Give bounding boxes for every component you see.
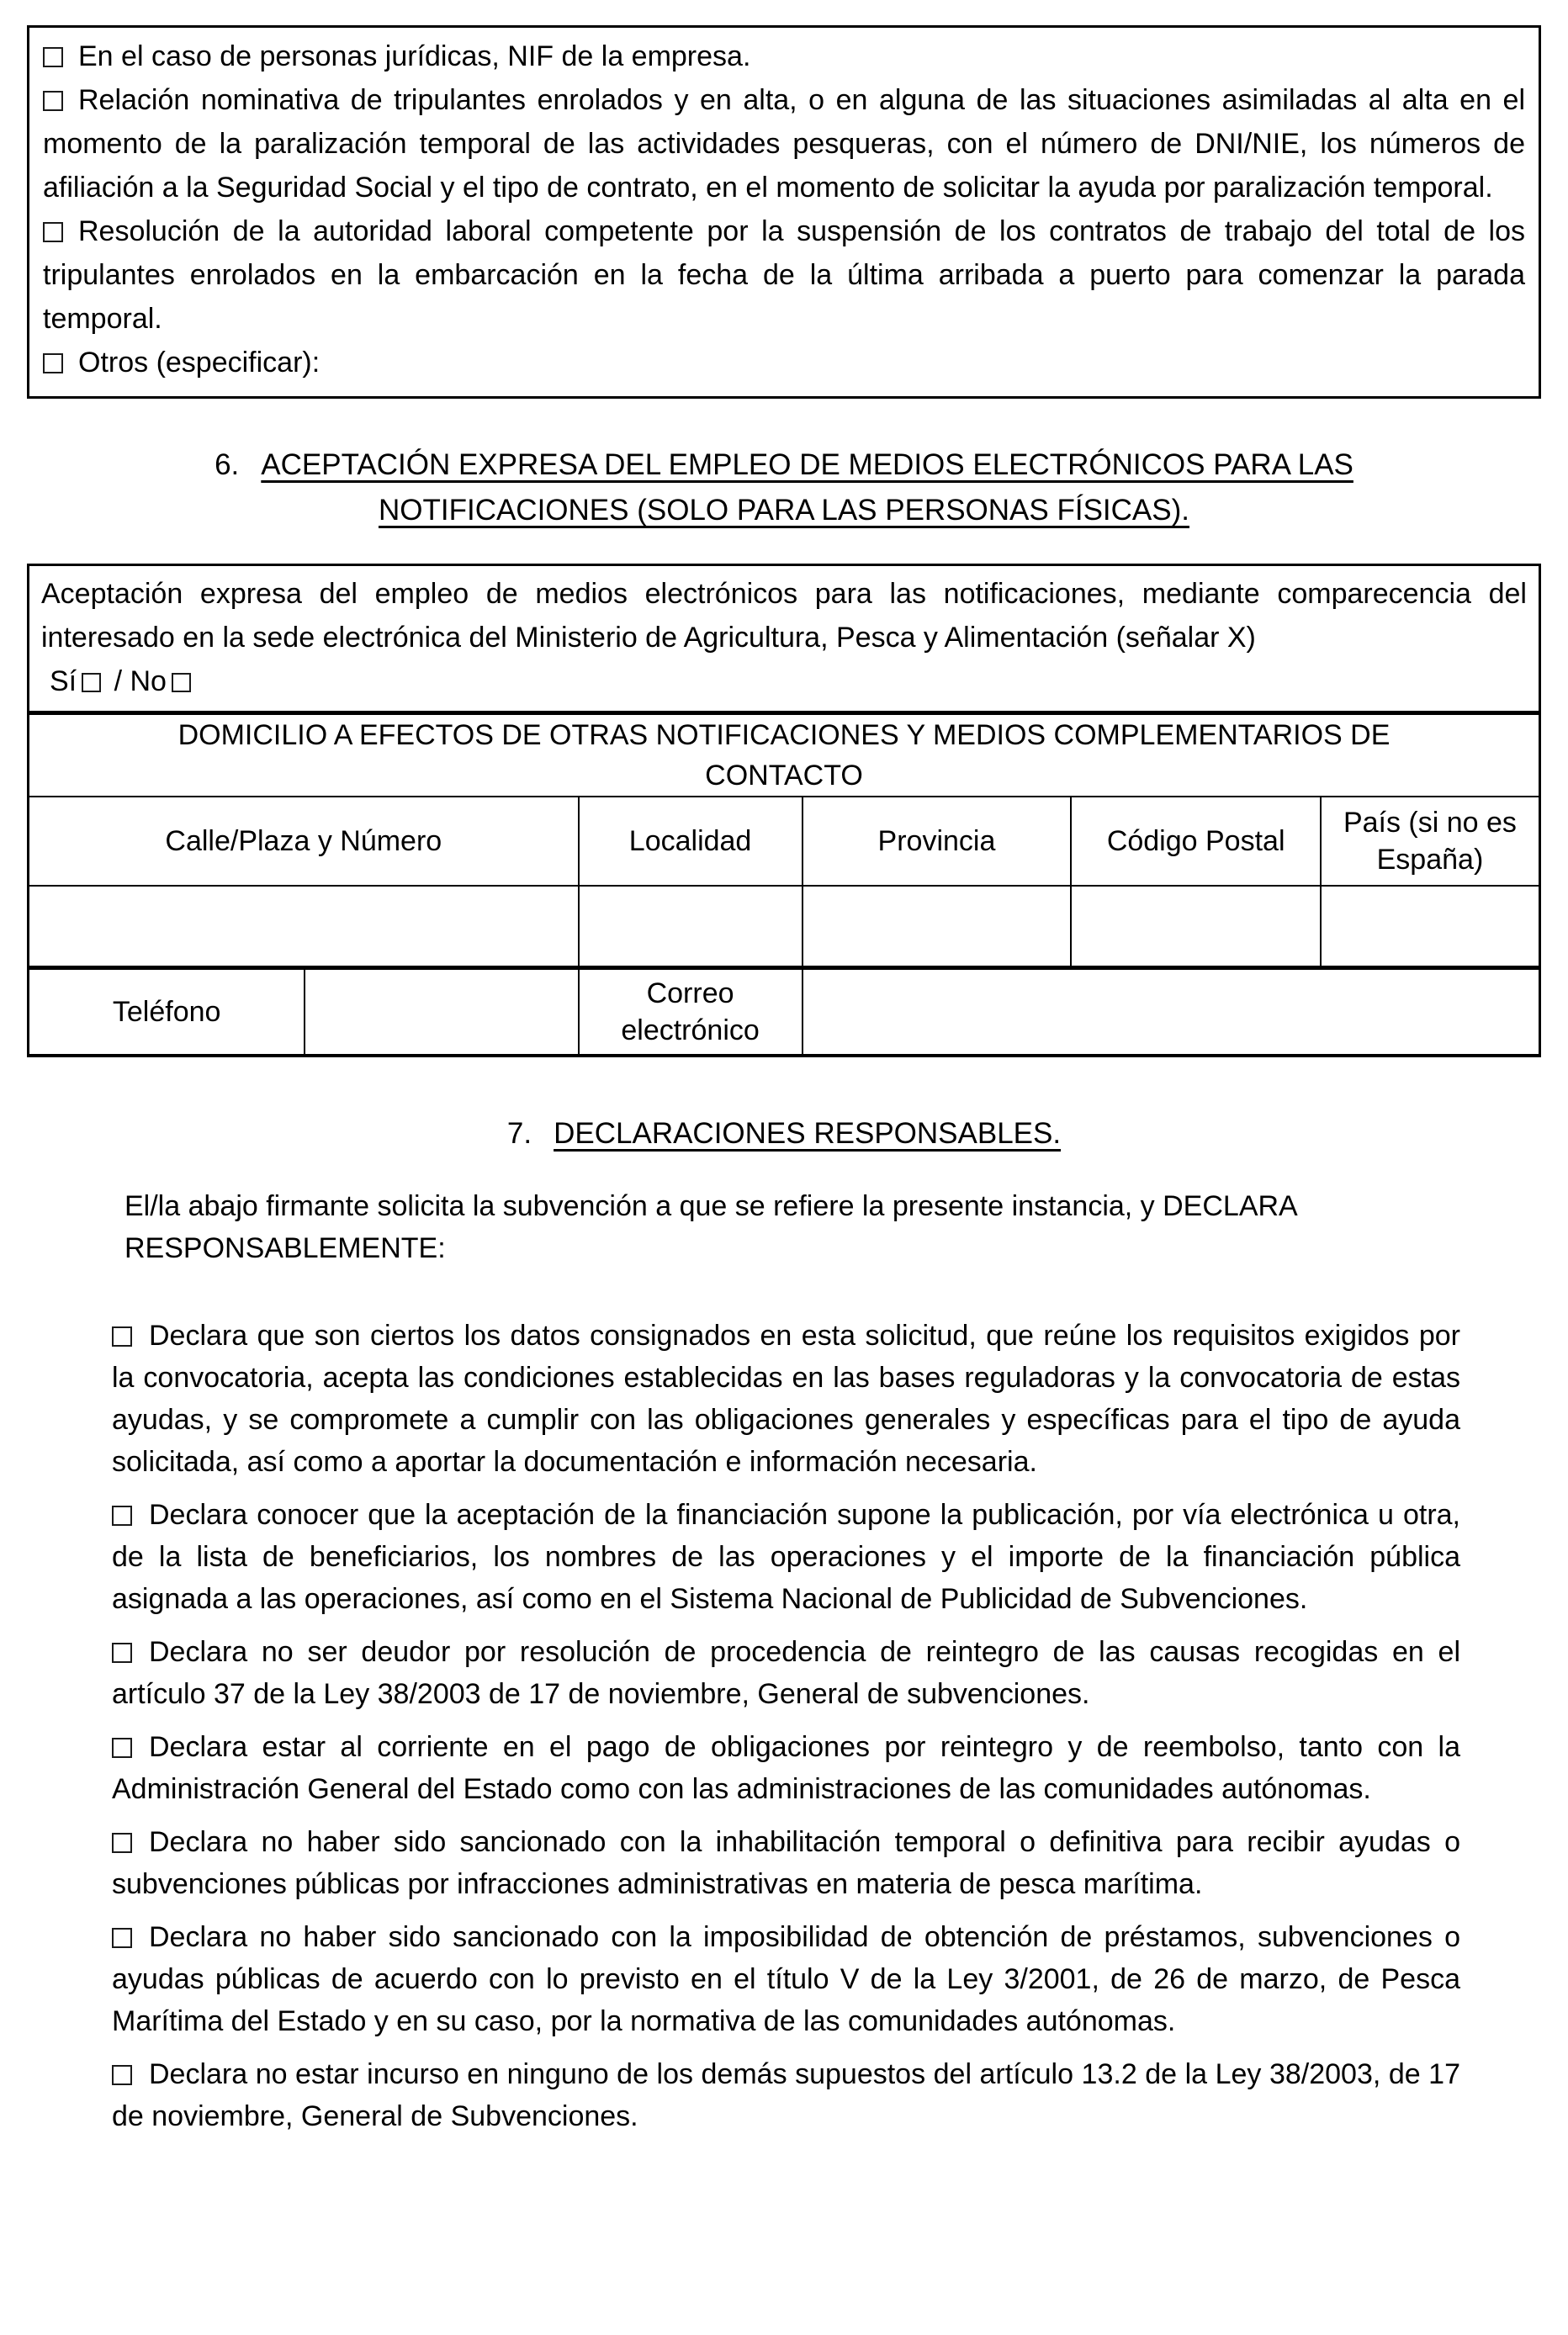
address-input-row bbox=[29, 886, 1540, 968]
declaration-item bbox=[112, 1821, 1460, 1905]
declaration-text: Declara estar al corriente en el pago de obligaciones por reintegro y de reembolso, tanto con la Administración General del Estado como con las administraciones de las comunidades autónomas. bbox=[112, 1731, 1460, 1805]
section7-number: 7. bbox=[506, 1117, 532, 1150]
declaration-text: Declara no ser deudor por resolución de procedencia de reintegro de las causas recogidas en el artículo 37 de la Ley 38/2003 de 17 de noviembre, General de subvenciones. bbox=[112, 1636, 1460, 1710]
telefono-label: Teléfono bbox=[29, 968, 305, 1056]
column-header-provincia: Provincia bbox=[803, 797, 1072, 886]
declaration-item bbox=[112, 1726, 1460, 1810]
localidad-input-cell[interactable] bbox=[579, 886, 803, 968]
yes-checkbox-icon[interactable] bbox=[82, 673, 101, 692]
declarations-list bbox=[112, 1315, 1460, 2137]
declaration-text: Declara no haber sido sancionado con la imposibilidad de obtención de préstamos, subvenciones o ayudas públicas de acuerdo con lo previsto en el título V de la Ley 3/2001, de 26 de marzo, de Pesca Marítima del Estado y en su caso, por la normativa de las comunidades autónomas. bbox=[112, 1921, 1460, 2037]
notifications-contact-table bbox=[27, 564, 1541, 1057]
checklist-item-label: Resolución de la autoridad laboral competente por la suspensión de los contratos de trabajo del total de los tripulantes enrolados en la embarcación en la fecha de la última arribada a puerto para comenzar la parada temporal. bbox=[43, 215, 1525, 335]
declaration-item bbox=[112, 1916, 1460, 2042]
checklist-item-label: Otros (especificar): bbox=[78, 347, 320, 379]
section6-heading bbox=[0, 442, 1568, 533]
checkbox-icon[interactable] bbox=[43, 91, 63, 111]
section7-title: DECLARACIONES RESPONSABLES. bbox=[554, 1117, 1062, 1150]
checklist-item bbox=[43, 209, 1525, 341]
checklist-item-label: En el caso de personas jurídicas, NIF de la empresa. bbox=[78, 40, 751, 72]
checklist-item-label: Relación nominativa de tripulantes enrolados y en alta, o en alguna de las situaciones asimiladas al alta en el momento de la paralización temporal de las actividades pesqueras, con el número de DNI/NIE, los números de afiliación a la Seguridad Social y el tipo de contrato, en el momento de solicitar la ayuda por paralización temporal. bbox=[43, 84, 1525, 204]
checkbox-icon[interactable] bbox=[112, 1833, 132, 1853]
calle-input-cell[interactable] bbox=[29, 886, 579, 968]
domicilio-header-label: DOMICILIO A EFECTOS DE OTRAS NOTIFICACIONES Y MEDIOS COMPLEMENTARIOS DE CONTACTO bbox=[177, 719, 1391, 792]
declaration-item bbox=[112, 1631, 1460, 1715]
checkbox-icon[interactable] bbox=[112, 1506, 132, 1526]
column-header-calle: Calle/Plaza y Número bbox=[29, 797, 579, 886]
section6-title-line2: NOTIFICACIONES (SOLO PARA LAS PERSONAS FÍSICAS). bbox=[378, 494, 1189, 527]
checklist-item bbox=[43, 341, 1525, 384]
acceptance-row bbox=[29, 565, 1540, 713]
checklist-item bbox=[43, 34, 1525, 78]
column-header-pais: País (si no es España) bbox=[1321, 797, 1540, 886]
acceptance-choice bbox=[41, 659, 1527, 703]
acceptance-cell bbox=[29, 565, 1540, 713]
checkbox-icon[interactable] bbox=[112, 1928, 132, 1948]
provincia-input-cell[interactable] bbox=[803, 886, 1072, 968]
correo-input-cell[interactable] bbox=[803, 968, 1540, 1056]
section7-heading bbox=[0, 1111, 1568, 1157]
domicilio-header-row bbox=[29, 713, 1540, 797]
no-label: No bbox=[130, 665, 167, 697]
checkbox-icon[interactable] bbox=[43, 353, 63, 373]
no-checkbox-icon[interactable] bbox=[172, 673, 191, 692]
checkbox-icon[interactable] bbox=[43, 222, 63, 242]
phone-email-row bbox=[29, 968, 1540, 1056]
checkbox-icon[interactable] bbox=[112, 1326, 132, 1347]
column-header-localidad: Localidad bbox=[579, 797, 803, 886]
declarations-intro: El/la abajo firmante solicita la subvención a que se refiere la presente instancia, y DECLARA RESPONSABLEMENTE: bbox=[124, 1190, 1296, 1264]
section6-title-line1: ACEPTACIÓN EXPRESA DEL EMPLEO DE MEDIOS ELECTRÓNICOS PARA LAS bbox=[261, 448, 1353, 481]
choice-separator: / bbox=[114, 665, 123, 697]
column-header-row bbox=[29, 797, 1540, 886]
checkbox-icon[interactable] bbox=[112, 2065, 132, 2085]
checkbox-icon[interactable] bbox=[112, 1738, 132, 1758]
declaration-item bbox=[112, 1315, 1460, 1483]
domicilio-header-cell bbox=[29, 713, 1540, 797]
section6-number: 6. bbox=[215, 448, 240, 481]
declaration-item bbox=[112, 1494, 1460, 1620]
declaration-item bbox=[112, 2053, 1460, 2137]
section6-heading-line1 bbox=[0, 442, 1568, 488]
declaration-text: Declara no haber sido sancionado con la inhabilitación temporal o definitiva para recibir ayudas o subvenciones públicas por infracciones administrativas en materia de pesca marítima. bbox=[112, 1826, 1460, 1900]
pais-input-cell[interactable] bbox=[1321, 886, 1540, 968]
checkbox-icon[interactable] bbox=[112, 1643, 132, 1663]
codigo-postal-input-cell[interactable] bbox=[1071, 886, 1321, 968]
declaration-text: Declara que son ciertos los datos consignados en esta solicitud, que reúne los requisitos exigidos por la convocatoria, acepta las condiciones establecidas en las bases reguladoras y la convocatoria de estas ayudas, y se compromete a cumplir con las obligaciones generales y específicas para el tipo de ayuda solicitada, así como a aportar la documentación e información necesaria. bbox=[112, 1320, 1460, 1478]
telefono-input-cell[interactable] bbox=[305, 968, 578, 1056]
correo-label: Correo electrónico bbox=[579, 968, 803, 1056]
documentation-checklist-box bbox=[27, 25, 1541, 399]
checklist-item bbox=[43, 78, 1525, 209]
checkbox-icon[interactable] bbox=[43, 47, 63, 67]
column-header-codigo-postal: Código Postal bbox=[1071, 797, 1321, 886]
declaration-text: Declara conocer que la aceptación de la financiación supone la publicación, por vía electrónica u otra, de la lista de beneficiarios, los nombres de las operaciones y el importe de la financiación pública asignada a las operaciones, así como en el Sistema Nacional de Publicidad de Subvenciones. bbox=[112, 1499, 1460, 1615]
yes-label: Sí bbox=[50, 665, 77, 697]
declaration-text: Declara no estar incurso en ninguno de los demás supuestos del artículo 13.2 de la Ley 38/2003, de 17 de noviembre, General de Subvenciones. bbox=[112, 2058, 1460, 2132]
section6-heading-line2 bbox=[0, 488, 1568, 533]
acceptance-text: Aceptación expresa del empleo de medios electrónicos para las notificaciones, mediante comparecencia del interesado en la sede electrónica del Ministerio de Agricultura, Pesca y Alimentación (señalar X) bbox=[41, 578, 1527, 654]
